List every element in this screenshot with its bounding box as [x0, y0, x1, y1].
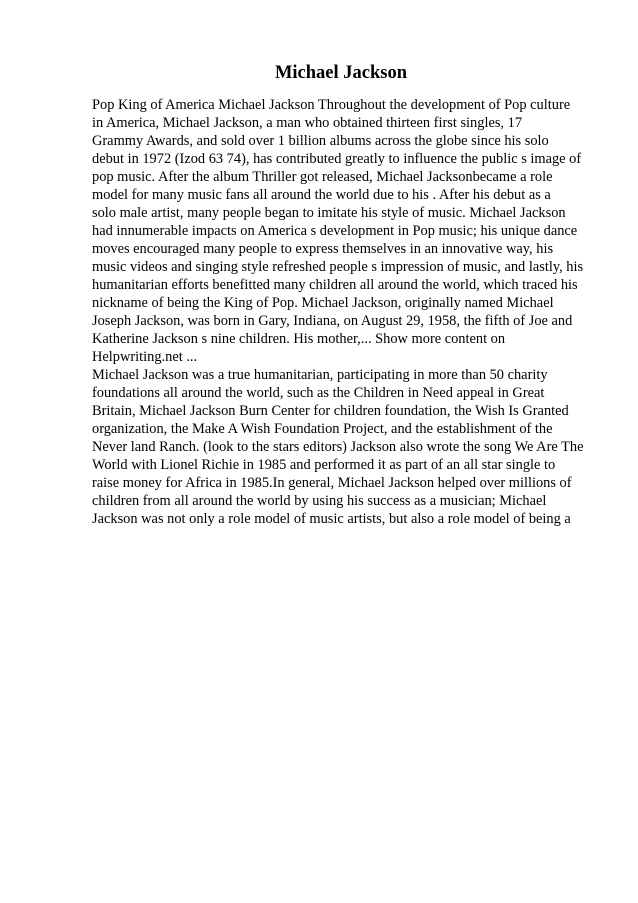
- text-line: Britain, Michael Jackson Burn Center for children foundation, the Wish Is Granted: [92, 403, 569, 419]
- text-line: moves encouraged many people to express themselves in an innovative way, his: [92, 241, 554, 257]
- text-line: humanitarian efforts benefitted many children all around the world, which traced his: [92, 277, 578, 293]
- text-line: Michael Jackson was a true humanitarian, participating in more than 50 charity: [92, 367, 548, 383]
- text-line: Never land Ranch. (look to the stars editors) Jackson also wrote the song We Are The: [92, 439, 584, 455]
- paragraph-1: [92, 96, 622, 366]
- text-line: solo male artist, many people began to imitate his style of music. Michael Jackson: [92, 205, 566, 221]
- text-line: organization, the Make A Wish Foundation Project, and the establishment of the: [92, 421, 553, 437]
- text-line: Katherine Jackson s nine children. His mother,... Show more content on: [92, 331, 506, 347]
- document-title: Michael Jackson: [274, 63, 408, 83]
- text-line: nickname of being the King of Pop. Michael Jackson, originally named Michael: [92, 295, 554, 311]
- text-line: pop music. After the album Thriller got released, Michael Jacksonbecame a role: [92, 169, 553, 185]
- text-line: in America, Michael Jackson, a man who obtained thirteen first singles, 17: [92, 115, 523, 131]
- text-line: Joseph Jackson, was born in Gary, Indiana, on August 29, 1958, the fifth of Joe and: [92, 313, 573, 329]
- text-line: Jackson was not only a role model of music artists, but also a role model of being a: [92, 511, 571, 527]
- text-line: Pop King of America Michael Jackson Throughout the development of Pop culture: [92, 97, 571, 113]
- text-line: debut in 1972 (Izod 63 74), has contributed greatly to influence the public s image of: [92, 151, 582, 167]
- paragraph-2: [92, 366, 622, 528]
- document-body: [92, 96, 622, 528]
- text-line: children from all around the world by using his success as a musician; Michael: [92, 493, 547, 509]
- text-line: Helpwriting.net ...: [92, 349, 198, 365]
- text-line: raise money for Africa in 1985.In general, Michael Jackson helped over millions of: [92, 475, 572, 491]
- text-line: foundations all around the world, such as the Children in Need appeal in Great: [92, 385, 545, 401]
- text-line: had innumerable impacts on America s development in Pop music; his unique dance: [92, 223, 578, 239]
- text-line: model for many music fans all around the world due to his . After his debut as a: [92, 187, 551, 203]
- text-line: World with Lionel Richie in 1985 and performed it as part of an all star single to: [92, 457, 556, 473]
- text-line: music videos and singing style refreshed people s impression of music, and lastly, his: [92, 259, 584, 275]
- text-line: Grammy Awards, and sold over 1 billion albums across the globe since his solo: [92, 133, 549, 149]
